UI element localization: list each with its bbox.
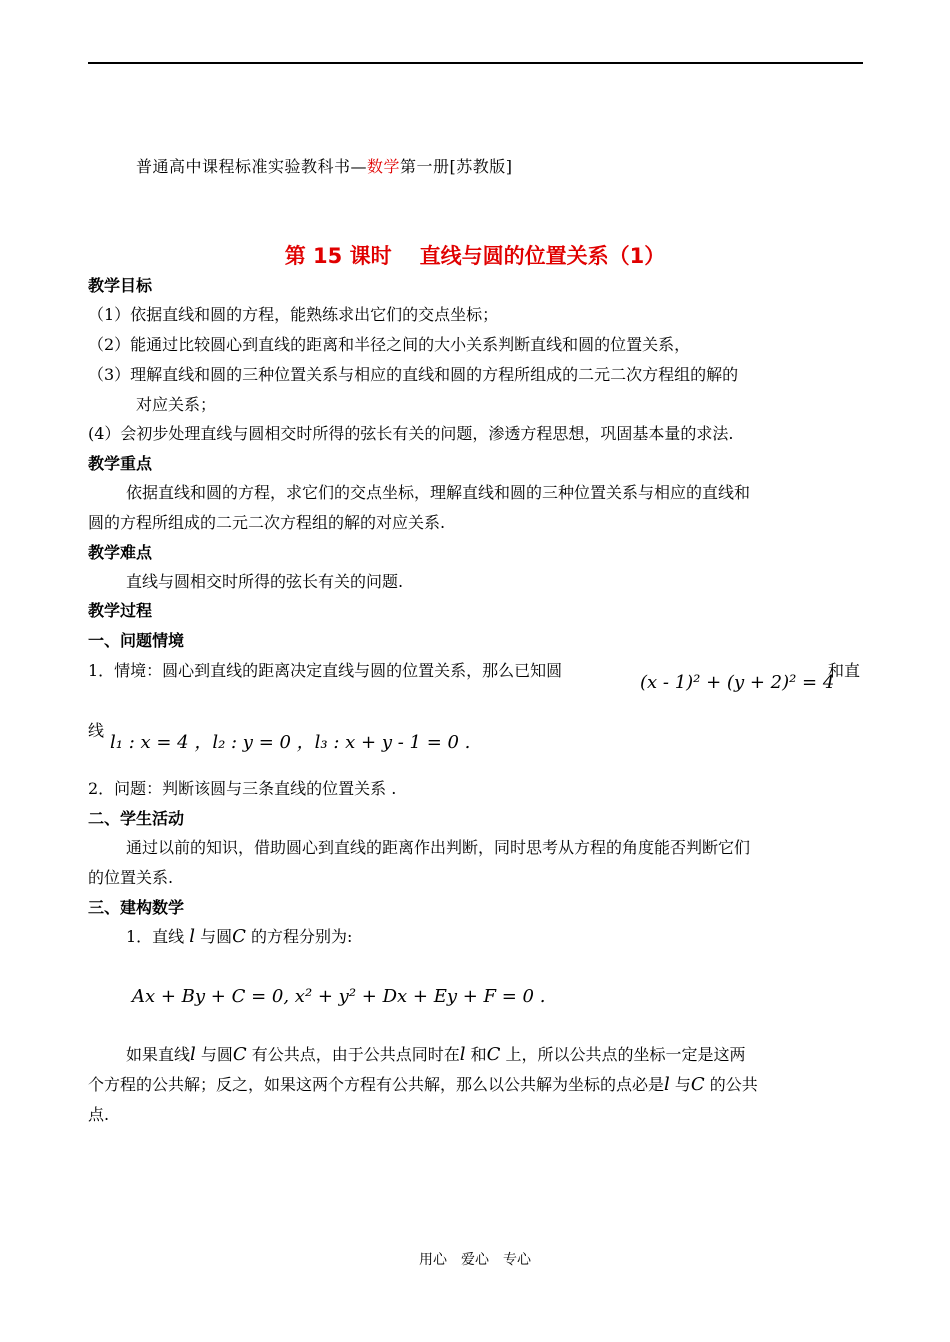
explanation-line-3: 点. xyxy=(88,1105,110,1124)
goal-item-2: （2）能通过比较圆心到直线的距离和半径之间的大小关系判断直线和圆的位置关系， xyxy=(88,335,691,354)
goal-item-3: （3）理解直线和圆的三种位置关系与相应的直线和圆的方程所组成的二元二次方程组的解的 xyxy=(88,365,739,384)
explanation-line-1: 如果直线l 与圆C 有公共点，由于公共点同时在l 和C 上，所以公共点的坐标一定是这两 xyxy=(126,1044,746,1065)
situation-text-end: 和直 xyxy=(828,661,861,680)
lesson-topic: 直线与圆的位置关系（1） xyxy=(419,244,666,268)
focus-text-1: 依据直线和圆的方程，求它们的交点坐标，理解直线和圆的三种位置关系与相应的直线和 xyxy=(126,483,751,502)
situation-line-char: 线 xyxy=(88,721,105,740)
activity-text-2: 的位置关系. xyxy=(88,868,174,887)
difficulty-text: 直线与圆相交时所得的弦长有关的问题. xyxy=(126,572,404,591)
section-2-heading: 二、学生活动 xyxy=(88,809,185,828)
goal-item-4: (4）会初步处理直线与圆相交时所得的弦长有关的问题，渗透方程思想，巩固基本量的求法. xyxy=(88,424,734,443)
line-equations: l₁ : x = 4 ，l₂ : y = 0 ，l₃ : x + y - 1 = 0 . xyxy=(110,732,471,753)
build-intro: 1．直线 l 与圆C 的方程分别为: xyxy=(126,926,353,947)
general-equations: Ax + By + C = 0, x² + y² + Dx + Ey + F = 0 . xyxy=(132,986,546,1007)
focus-heading: 教学重点 xyxy=(88,454,153,473)
subtitle-edition: 第一册[苏教版] xyxy=(400,157,513,176)
page-footer: 用心 爱心 专心 xyxy=(419,1252,531,1268)
section-1-heading: 一、问题情境 xyxy=(88,631,185,650)
subtitle-text: 普通高中课程标准实验教科书— xyxy=(136,157,368,176)
subtitle-subject: 数学 xyxy=(367,157,401,176)
header-rule xyxy=(88,62,863,64)
situation-text: 1．情境：圆心到直线的距离决定直线与圆的位置关系，那么已知圆 xyxy=(88,661,563,680)
explanation-line-2: 个方程的公共解；反之，如果这两个方程有公共解，那么以公共解为坐标的点必是l 与C 的公共 xyxy=(88,1074,758,1095)
lesson-title xyxy=(0,240,950,270)
activity-text-1: 通过以前的知识，借助圆心到直线的距离作出判断，同时思考从方程的角度能否判断它们 xyxy=(126,838,751,857)
focus-text-2: 圆的方程所组成的二元二次方程组的解的对应关系. xyxy=(88,513,446,532)
circle-equation: (x - 1)² + (y + 2)² = 4 xyxy=(640,672,835,693)
section-3-heading: 三、建构数学 xyxy=(88,898,185,917)
goal-item-1: （1）依据直线和圆的方程，能熟练求出它们的交点坐标； xyxy=(88,305,499,324)
goal-item-3-cont: 对应关系； xyxy=(136,395,217,414)
difficulty-heading: 教学难点 xyxy=(88,543,153,562)
process-heading: 教学过程 xyxy=(88,601,153,620)
goals-heading: 教学目标 xyxy=(88,276,153,295)
question-text: 2．问题：判断该圆与三条直线的位置关系 . xyxy=(88,779,397,798)
textbook-subtitle xyxy=(136,154,513,177)
lesson-number: 第 15 课时 xyxy=(284,244,392,268)
